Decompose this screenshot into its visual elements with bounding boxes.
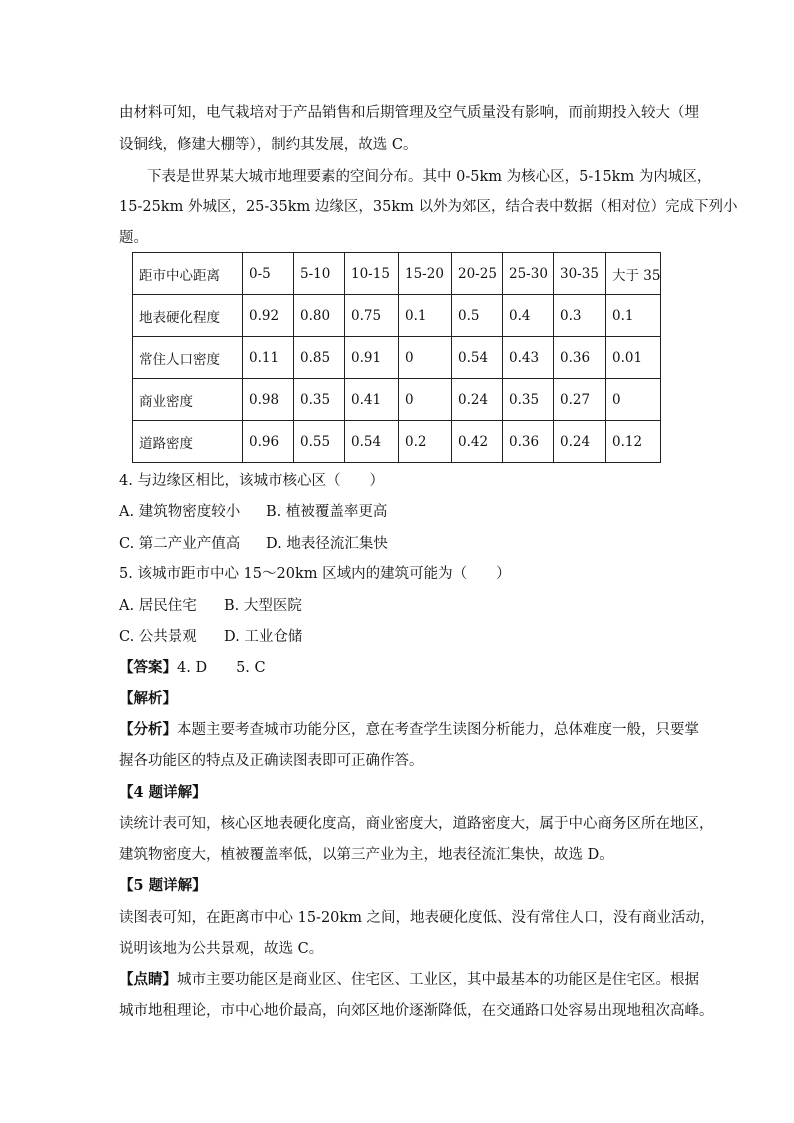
table-cell: 0.54	[452, 337, 503, 379]
q4-detail-heading: 【4 题详解】	[119, 784, 207, 801]
table-cell: 0-5	[243, 253, 294, 295]
q4-option-c: C. 第二产业产值高	[119, 536, 241, 552]
table-row	[133, 295, 661, 337]
table-cell: 0.98	[243, 379, 294, 421]
table-cell: 0.36	[503, 421, 554, 463]
table-cell: 0.2	[399, 421, 452, 463]
table-cell: 0.5	[452, 295, 503, 337]
table-cell: 地表硬化程度	[133, 295, 243, 337]
table-cell: 0.4	[503, 295, 554, 337]
analysis-heading: 【解析】	[119, 690, 177, 707]
fenxi-text: 本题主要考查城市功能分区，意在考查学生读图分析能力，总体难度一般，只要掌	[177, 722, 699, 738]
table-cell: 0.42	[452, 421, 503, 463]
table-cell: 0.11	[243, 337, 294, 379]
table-cell: 0.91	[345, 337, 399, 379]
table-cell: 0.1	[606, 295, 661, 337]
answer-line	[119, 659, 266, 677]
q4-option-b: B. 植被覆盖率更高	[266, 504, 388, 520]
q4-detail-line-2: 建筑物密度大，植被覆盖率低，以第三产业为主，地表径流汇集快，故选 D。	[119, 847, 614, 863]
table-row	[133, 337, 661, 379]
table-cell: 20-25	[452, 253, 503, 295]
q5-option-b: B. 大型医院	[224, 598, 302, 614]
prompt-line-2: 15-25km 外城区，25-35km 边缘区，35km 以外为郊区，结合表中数据（相对位）完成下列小	[119, 199, 738, 215]
table-cell: 0.01	[606, 337, 661, 379]
q4-stem: 4. 与边缘区相比，该城市核心区（ ）	[119, 473, 384, 489]
table-cell: 0	[399, 337, 452, 379]
table-cell: 0.92	[243, 295, 294, 337]
q4-option-a: A. 建筑物密度较小	[119, 504, 241, 520]
intro-line-2: 设铜线，修建大棚等），制约其发展，故选 C。	[119, 137, 418, 153]
q4-detail-line-1: 读统计表可知，核心区地表硬化度高，商业密度大，道路密度大，属于中心商务区所在地区，	[119, 816, 714, 832]
answer-tag: 【答案】	[119, 659, 177, 676]
q5-option-d: D. 工业仓储	[224, 629, 303, 645]
dianjing-line-1	[119, 971, 699, 989]
table-cell: 道路密度	[133, 421, 243, 463]
dianjing-line-2: 城市地租理论，市中心地价最高，向郊区地价逐渐降低，在交通路口处容易出现地租次高峰。	[119, 1003, 714, 1019]
table-cell: 0	[606, 379, 661, 421]
answer-text: 4. D 5. C	[177, 660, 266, 676]
intro-line-1: 由材料可知，电气栽培对于产品销售和后期管理及空气质量没有影响，而前期投入较大（埋	[119, 105, 699, 121]
q5-stem: 5. 该城市距市中心 15～20km 区域内的建筑可能为（ ）	[119, 566, 511, 582]
table-cell: 0	[399, 379, 452, 421]
table-cell: 商业密度	[133, 379, 243, 421]
table-cell: 0.41	[345, 379, 399, 421]
q5-option-c: C. 公共景观	[119, 629, 197, 645]
q5-detail-line-1: 读图表可知，在距离市中心 15-20km 之间，地表硬化度低、没有常住人口，没有商业活动，	[119, 910, 715, 926]
table-cell: 25-30	[503, 253, 554, 295]
table-cell: 0.24	[452, 379, 503, 421]
table-cell: 30-35	[554, 253, 606, 295]
table-cell: 常住人口密度	[133, 337, 243, 379]
prompt-line-3: 题。	[119, 230, 148, 246]
dianjing-tag: 【点睛】	[119, 971, 177, 988]
table-cell: 0.27	[554, 379, 606, 421]
fenxi-tag: 【分析】	[119, 721, 177, 738]
table-cell: 0.75	[345, 295, 399, 337]
table-cell: 5-10	[294, 253, 345, 295]
table-cell: 0.36	[554, 337, 606, 379]
q5-option-a: A. 居民住宅	[119, 598, 197, 614]
prompt-line-1: 下表是世界某大城市地理要素的空间分布。其中 0-5km 为核心区，5-15km 为内城区，	[147, 169, 712, 185]
table-cell: 0.54	[345, 421, 399, 463]
table-cell: 0.35	[503, 379, 554, 421]
fenxi-line-2: 握各功能区的特点及正确读图表即可正确作答。	[119, 753, 424, 769]
table-cell: 距市中心距离	[133, 253, 243, 295]
table-row	[133, 421, 661, 463]
table-row	[133, 379, 661, 421]
table-cell: 0.55	[294, 421, 345, 463]
table-header-row	[133, 253, 661, 295]
table-cell: 15-20	[399, 253, 452, 295]
data-table	[132, 252, 661, 463]
table-cell: 大于 35	[606, 253, 661, 295]
table-cell: 0.80	[294, 295, 345, 337]
table-cell: 0.12	[606, 421, 661, 463]
table-cell: 0.85	[294, 337, 345, 379]
q5-detail-line-2: 说明该地为公共景观，故选 C。	[119, 941, 324, 957]
table-cell: 0.24	[554, 421, 606, 463]
table-cell: 0.96	[243, 421, 294, 463]
table-cell: 10-15	[345, 253, 399, 295]
dianjing-text: 城市主要功能区是商业区、住宅区、工业区，其中最基本的功能区是住宅区。根据	[177, 972, 699, 988]
table-cell: 0.1	[399, 295, 452, 337]
fenxi-line-1	[119, 721, 699, 739]
q4-option-d: D. 地表径流汇集快	[266, 536, 388, 552]
table-cell: 0.3	[554, 295, 606, 337]
table-cell: 0.35	[294, 379, 345, 421]
q5-detail-heading: 【5 题详解】	[119, 877, 207, 894]
table-cell: 0.43	[503, 337, 554, 379]
